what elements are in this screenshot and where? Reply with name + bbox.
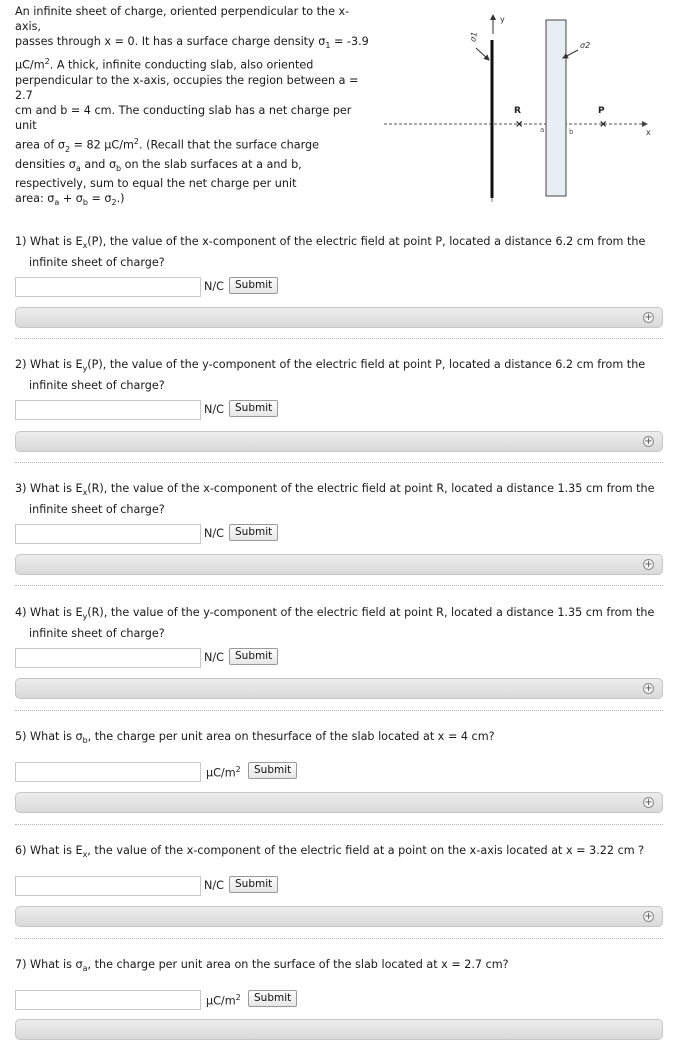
question-text: 6) What is $E_x$, the value of the x-component of the electric field at a point on the x-axis located at x = 3.22 cm ? — [15, 844, 645, 860]
point-r-marker-icon: × — [515, 119, 524, 130]
intro-line: An infinite sheet of charge, oriented perpendicular to the x-axis, — [15, 5, 350, 34]
hint-bar-4[interactable] — [15, 678, 663, 699]
question-text-cont: infinite sheet of charge? — [29, 502, 165, 516]
point-p-label: P — [598, 106, 605, 116]
question-text-cont: infinite sheet of charge? — [29, 255, 165, 269]
unit-label: $\mu C/m^2$ — [206, 765, 241, 780]
plus-icon[interactable]: + — [644, 312, 653, 323]
submit-button-1[interactable]: Submit — [229, 277, 278, 294]
question-text: 5) What is $\sigma_b$, the charge per unit area on thesurface of the slab located at x = 4 cm? — [15, 730, 495, 746]
hint-bar-5[interactable] — [15, 792, 663, 813]
plus-icon[interactable]: + — [644, 797, 653, 808]
hint-bar-1[interactable] — [15, 307, 663, 328]
conducting-slab — [546, 20, 566, 196]
plus-icon[interactable]: + — [644, 683, 653, 694]
question-3 — [15, 481, 655, 518]
question-divider — [15, 462, 663, 463]
unit-label: N/C — [204, 651, 224, 664]
unit-label: N/C — [204, 879, 224, 892]
intro-line: densities $\sigma_a$ and $\sigma_b$ on the slab surfaces at a and b, — [15, 157, 302, 173]
sigma1-label: σ1 — [468, 31, 480, 43]
x-axis-arrow-icon — [642, 121, 648, 127]
submit-button-6[interactable]: Submit — [229, 876, 278, 893]
slab-label-a: a — [540, 126, 545, 134]
sigma1-pointer — [476, 48, 489, 60]
hint-bar-6[interactable] — [15, 906, 663, 927]
unit-label: N/C — [204, 527, 224, 540]
answer-input-5[interactable] — [15, 762, 201, 782]
answer-input-7[interactable] — [15, 990, 201, 1010]
point-p-marker-icon: × — [599, 119, 608, 130]
x-axis-label: x — [646, 128, 651, 137]
hint-bar-7[interactable] — [15, 1019, 663, 1040]
hint-bar-3[interactable] — [15, 554, 663, 575]
plus-icon[interactable]: + — [644, 911, 653, 922]
y-axis-label: y — [500, 15, 505, 24]
question-2 — [15, 357, 655, 394]
submit-button-3[interactable]: Submit — [229, 524, 278, 541]
question-divider — [15, 585, 663, 586]
question-text: 1) What is $E_x(P)$, the value of the x-component of the electric field at point P, located a distance 6.2 cm from the — [15, 235, 646, 251]
question-text-cont: infinite sheet of charge? — [29, 378, 165, 392]
plus-icon[interactable]: + — [644, 436, 653, 447]
submit-button-2[interactable]: Submit — [229, 400, 278, 417]
question-text: 3) What is $E_x(R)$, the value of the x-component of the electric field at point R, located a distance 1.35 cm from the — [15, 482, 655, 498]
question-5 — [15, 729, 655, 750]
answer-input-1[interactable] — [15, 277, 201, 297]
question-text-cont: infinite sheet of charge? — [29, 626, 165, 640]
question-divider — [15, 710, 663, 711]
sigma2-label: σ2 — [580, 41, 591, 50]
plus-icon[interactable]: + — [644, 559, 653, 570]
intro-line: area of $\sigma_2 = 82$ $\mu C/m^2$. (Recall that the surface charge — [15, 136, 319, 154]
unit-label: N/C — [204, 280, 224, 293]
intro-line: area: $\sigma_a + \sigma_b = \sigma_2$.) — [15, 192, 125, 208]
answer-input-2[interactable] — [15, 400, 201, 420]
answer-input-4[interactable] — [15, 648, 201, 668]
question-text: 2) What is $E_y(P)$, the value of the y-component of the electric field at point P, located a distance 6.2 cm from the — [15, 358, 646, 374]
intro-line: respectively, sum to equal the net charge per unit — [15, 177, 297, 191]
submit-button-4[interactable]: Submit — [229, 648, 278, 665]
unit-label: N/C — [204, 403, 224, 416]
unit-label: $\mu C/m^2$ — [206, 993, 241, 1008]
submit-button-7[interactable]: Submit — [248, 990, 297, 1007]
intro-line: cm and b = 4 cm. The conducting slab has a net charge per unit — [15, 104, 352, 133]
question-text: 4) What is $E_y(R)$, the value of the y-component of the electric field at point R, located a distance 1.35 cm from the — [15, 606, 655, 622]
intro-line: passes through x = 0. It has a surface charge density $\sigma_1 = -3.9$ — [15, 35, 369, 51]
question-1 — [15, 234, 655, 271]
question-divider — [15, 824, 663, 825]
question-4 — [15, 605, 655, 642]
question-text: 7) What is $\sigma_a$, the charge per unit area on the surface of the slab located at x = 2.7 cm? — [15, 958, 509, 974]
question-7 — [15, 957, 655, 978]
point-r-label: R — [514, 106, 521, 116]
submit-button-5[interactable]: Submit — [248, 762, 297, 779]
problem-statement — [15, 4, 370, 211]
question-6 — [15, 843, 655, 864]
answer-input-6[interactable] — [15, 876, 201, 896]
intro-line: perpendicular to the x-axis, occupies the region between a = 2.7 — [15, 73, 359, 102]
question-divider — [15, 938, 663, 939]
answer-input-3[interactable] — [15, 524, 201, 544]
slab-label-b: b — [569, 128, 574, 136]
intro-line: $\mu C/m^2$. A thick, infinite conducting slab, also oriented — [15, 56, 314, 72]
question-divider — [15, 338, 663, 339]
hint-bar-2[interactable] — [15, 431, 663, 452]
problem-diagram — [380, 10, 674, 210]
y-axis-arrow-icon — [490, 14, 496, 20]
